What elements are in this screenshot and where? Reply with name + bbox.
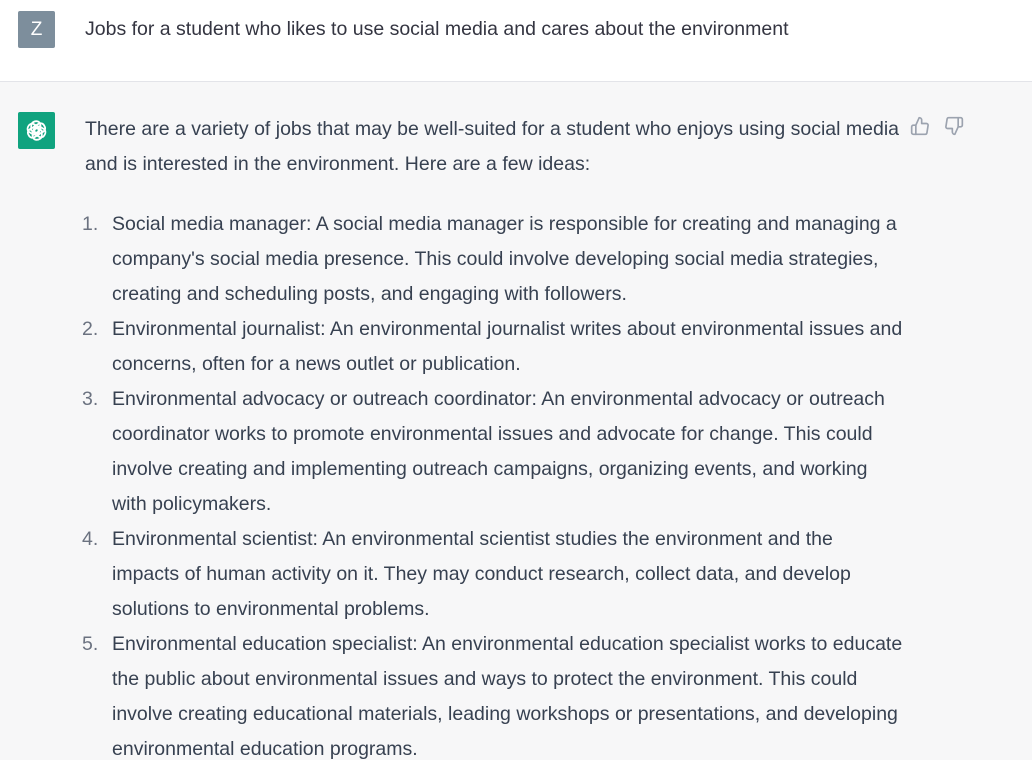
- openai-logo-icon: [24, 118, 49, 143]
- user-avatar: Z: [18, 11, 55, 48]
- list-item-text: Environmental journalist: An environmental journalist writes about environmental issues and concerns, often for a news outlet or publication.: [112, 318, 903, 375]
- list-item: [82, 207, 905, 312]
- user-message-text: Jobs for a student who likes to use social media and cares about the environment: [85, 18, 789, 40]
- assistant-message-row: [0, 82, 1032, 760]
- list-item-number: 3.: [82, 388, 99, 410]
- list-item: [82, 522, 905, 627]
- list-item-text: Environmental education specialist: An environmental education specialist works to educate the public about environmental issues and ways to protect the environment. This could involve creating educational materials, leading workshops or presentations, and developing environmental education programs.: [112, 633, 903, 760]
- list-item-number: 2.: [82, 318, 99, 340]
- list-item: [82, 627, 905, 767]
- list-item-text: Environmental scientist: An environmental scientist studies the environment and the impacts of human activity on it. They may conduct research, collect data, and develop solutions to environmental problems.: [112, 528, 851, 620]
- thumbs-up-icon[interactable]: [910, 116, 930, 136]
- list-item-text: Environmental advocacy or outreach coordinator: An environmental advocacy or outreach coordinator works to promote environmental issues and advocate for change. This could involve creating and implementing outreach campaigns, organizing events, and working with policymakers.: [112, 388, 885, 515]
- list-item-number: 1.: [82, 213, 99, 235]
- list-item-number: 4.: [82, 528, 99, 550]
- assistant-avatar: [18, 112, 55, 149]
- assistant-intro: There are a variety of jobs that may be well-suited for a student who enjoys using social media and is interested in the environment. Here are a few ideas:: [85, 118, 900, 175]
- feedback-buttons: [910, 116, 964, 136]
- list-item-number: 5.: [82, 633, 99, 655]
- list-item-text: Social media manager: A social media manager is responsible for creating and managing a company's social media presence. This could involve developing social media strategies, creating and scheduling posts, and engaging with followers.: [112, 213, 897, 305]
- list-item: [82, 382, 905, 522]
- thumbs-down-icon[interactable]: [944, 116, 964, 136]
- user-message-row: [0, 0, 1032, 82]
- list-item: [82, 312, 905, 382]
- job-ideas-list: [82, 207, 905, 767]
- assistant-message-content: [82, 112, 905, 767]
